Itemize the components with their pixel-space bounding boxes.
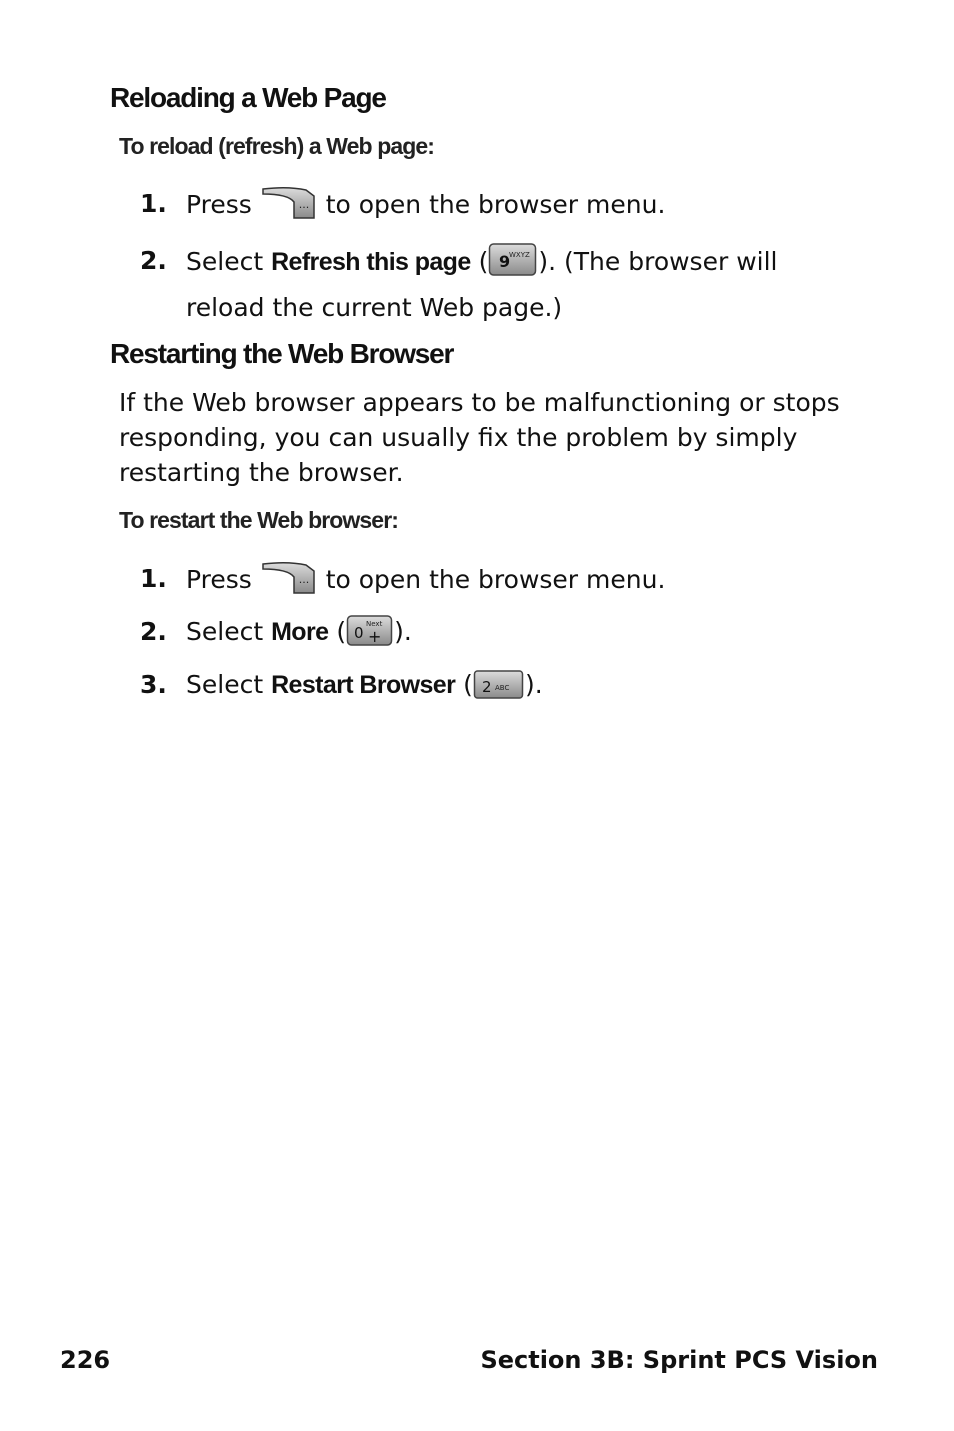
menu-option-more: More — [271, 618, 329, 646]
step-reload-1: 1. Press ··· to open the browser menu. — [140, 185, 860, 232]
subheading-reload: To reload (refresh) a Web page: — [119, 133, 435, 159]
key-9-icon — [488, 242, 538, 289]
svg-text:+: + — [368, 627, 382, 646]
svg-text:ABC: ABC — [494, 684, 510, 692]
section-title: Section 3B: Sprint PCS Vision — [480, 1346, 878, 1374]
step-restart-1: 1. Press ··· to open the browser menu. — [140, 560, 860, 607]
intro-paragraph: If the Web browser appears to be malfunctioning or stops responding, you can usually fix the problem by simply restarting the browser. — [119, 388, 840, 487]
page-number: 226 — [60, 1346, 111, 1374]
svg-text:Next: Next — [366, 620, 383, 628]
key-2-icon — [473, 669, 525, 712]
step-number: 1. — [140, 189, 167, 218]
key-0-icon — [346, 614, 394, 659]
step-number: 2. — [140, 246, 167, 275]
section-heading-restart: Restarting the Web Browser — [110, 338, 454, 369]
menu-key-icon — [260, 185, 318, 232]
menu-option-refresh: Refresh this page — [271, 248, 471, 276]
svg-text:2: 2 — [481, 678, 492, 696]
menu-key-icon — [260, 560, 318, 607]
section-heading-reload: Reloading a Web Page — [110, 82, 386, 113]
svg-text:WXYZ: WXYZ — [509, 251, 531, 259]
step-reload-2: 2. Select Refresh this page ( 9 WXYZ ). (The browser will reload the current Web page.) — [140, 242, 860, 327]
subheading-restart: To restart the Web browser: — [119, 507, 399, 533]
svg-text:9: 9 — [499, 252, 511, 271]
step-number: 2. — [140, 617, 167, 646]
step-number: 3. — [140, 670, 167, 699]
step-restart-3: 3. Select Restart Browser ( 2 ABC ). — [140, 666, 860, 712]
svg-text:0: 0 — [354, 624, 364, 642]
menu-option-restart-browser: Restart Browser — [271, 671, 456, 699]
step-number: 1. — [140, 564, 167, 593]
step-restart-2: 2. Select More ( 0 Next + ). — [140, 613, 860, 659]
svg-text:···: ··· — [298, 201, 309, 214]
svg-text:···: ··· — [298, 576, 309, 589]
